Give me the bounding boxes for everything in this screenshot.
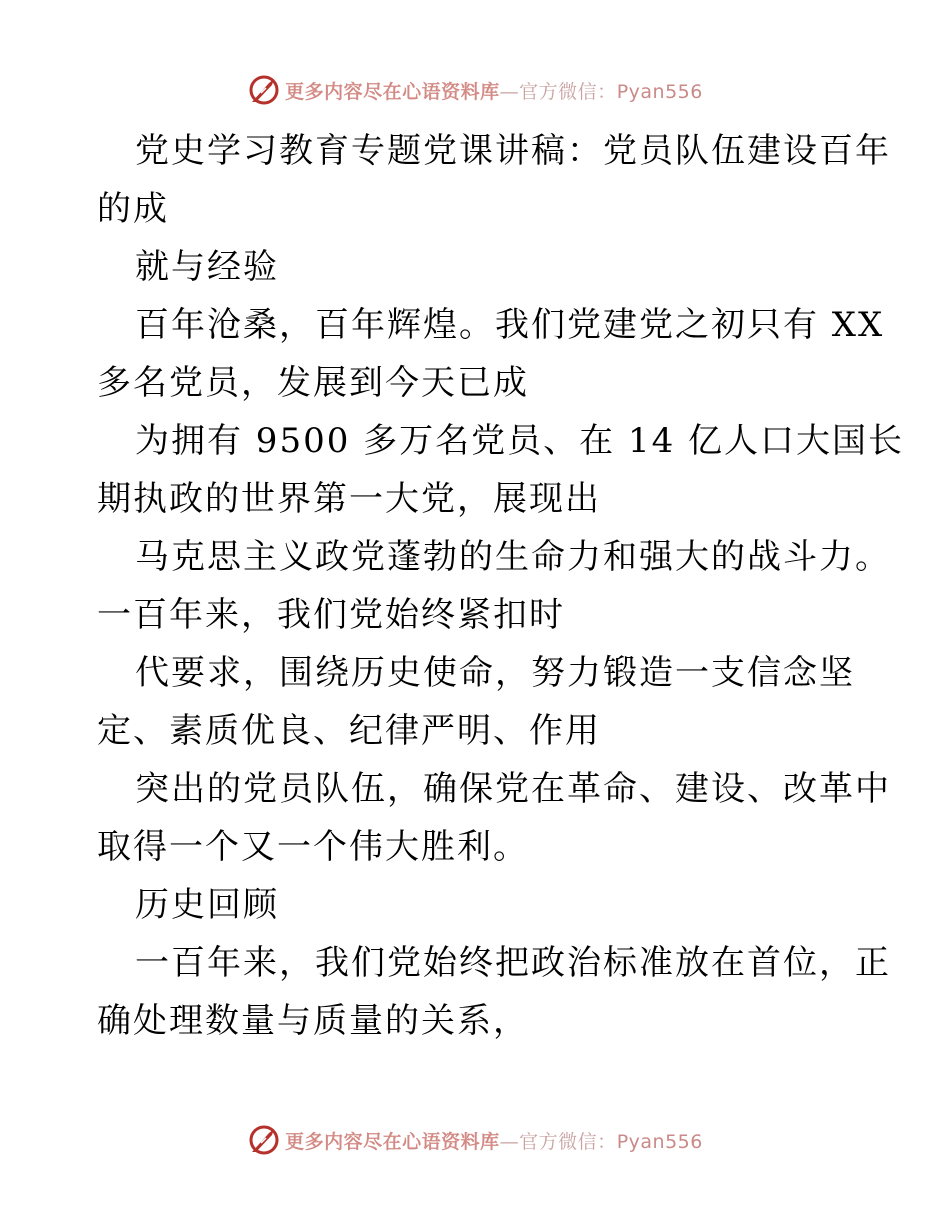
banner-text	[285, 1127, 703, 1154]
header-watermark-banner	[0, 70, 950, 110]
banner-separator: —	[499, 80, 520, 103]
banner-main-text: 更多内容尽在心语资料库	[285, 80, 500, 103]
banner-main-text: 更多内容尽在心语资料库	[285, 1130, 500, 1153]
quill-pen-logo-icon	[247, 73, 281, 107]
paragraph-line: 代要求，围绕历史使命，努力锻造一支信念坚	[135, 653, 855, 693]
banner-wechat-label: 官方微信：	[519, 80, 617, 103]
paragraph-line: 定、素质优良、纪律严明、作用	[97, 711, 601, 751]
paragraph-line: 马克思主义政党蓬勃的生命力和强大的战斗力。	[135, 537, 891, 577]
title-line-1: 党史学习教育专题党课讲稿：党员队伍建设百年	[135, 131, 891, 171]
footer-watermark-banner	[0, 1120, 950, 1160]
title-line-3: 就与经验	[135, 247, 279, 287]
paragraph-line: 多名党员，发展到今天已成	[97, 363, 529, 403]
paragraph-line: 一百年来，我们党始终紧扣时	[97, 595, 565, 635]
banner-text	[285, 77, 703, 104]
paragraph-line: 突出的党员队伍，确保党在革命、建设、改革中	[135, 769, 891, 809]
banner-wechat-id: Pyan556	[616, 1130, 703, 1153]
quill-pen-logo-icon	[247, 1123, 281, 1157]
banner-wechat-id: Pyan556	[616, 80, 703, 103]
paragraph-line: 取得一个又一个伟大胜利。	[97, 827, 529, 867]
document-body	[97, 122, 905, 1050]
paragraph-line: 期执政的世界第一大党，展现出	[97, 479, 601, 519]
paragraph-line: 为拥有 9500 多万名党员、在 14 亿人口大国长	[135, 421, 905, 461]
title-line-2: 的成	[97, 189, 169, 229]
paragraph-line: 一百年来，我们党始终把政治标准放在首位，正	[135, 943, 891, 983]
banner-separator: —	[499, 1130, 520, 1153]
paragraph-line: 确处理数量与质量的关系，	[97, 1001, 529, 1041]
banner-wechat-label: 官方微信：	[519, 1130, 617, 1153]
paragraph-line: 百年沧桑，百年辉煌。我们党建党之初只有 XX	[135, 305, 885, 345]
section-heading: 历史回顾	[135, 885, 279, 925]
